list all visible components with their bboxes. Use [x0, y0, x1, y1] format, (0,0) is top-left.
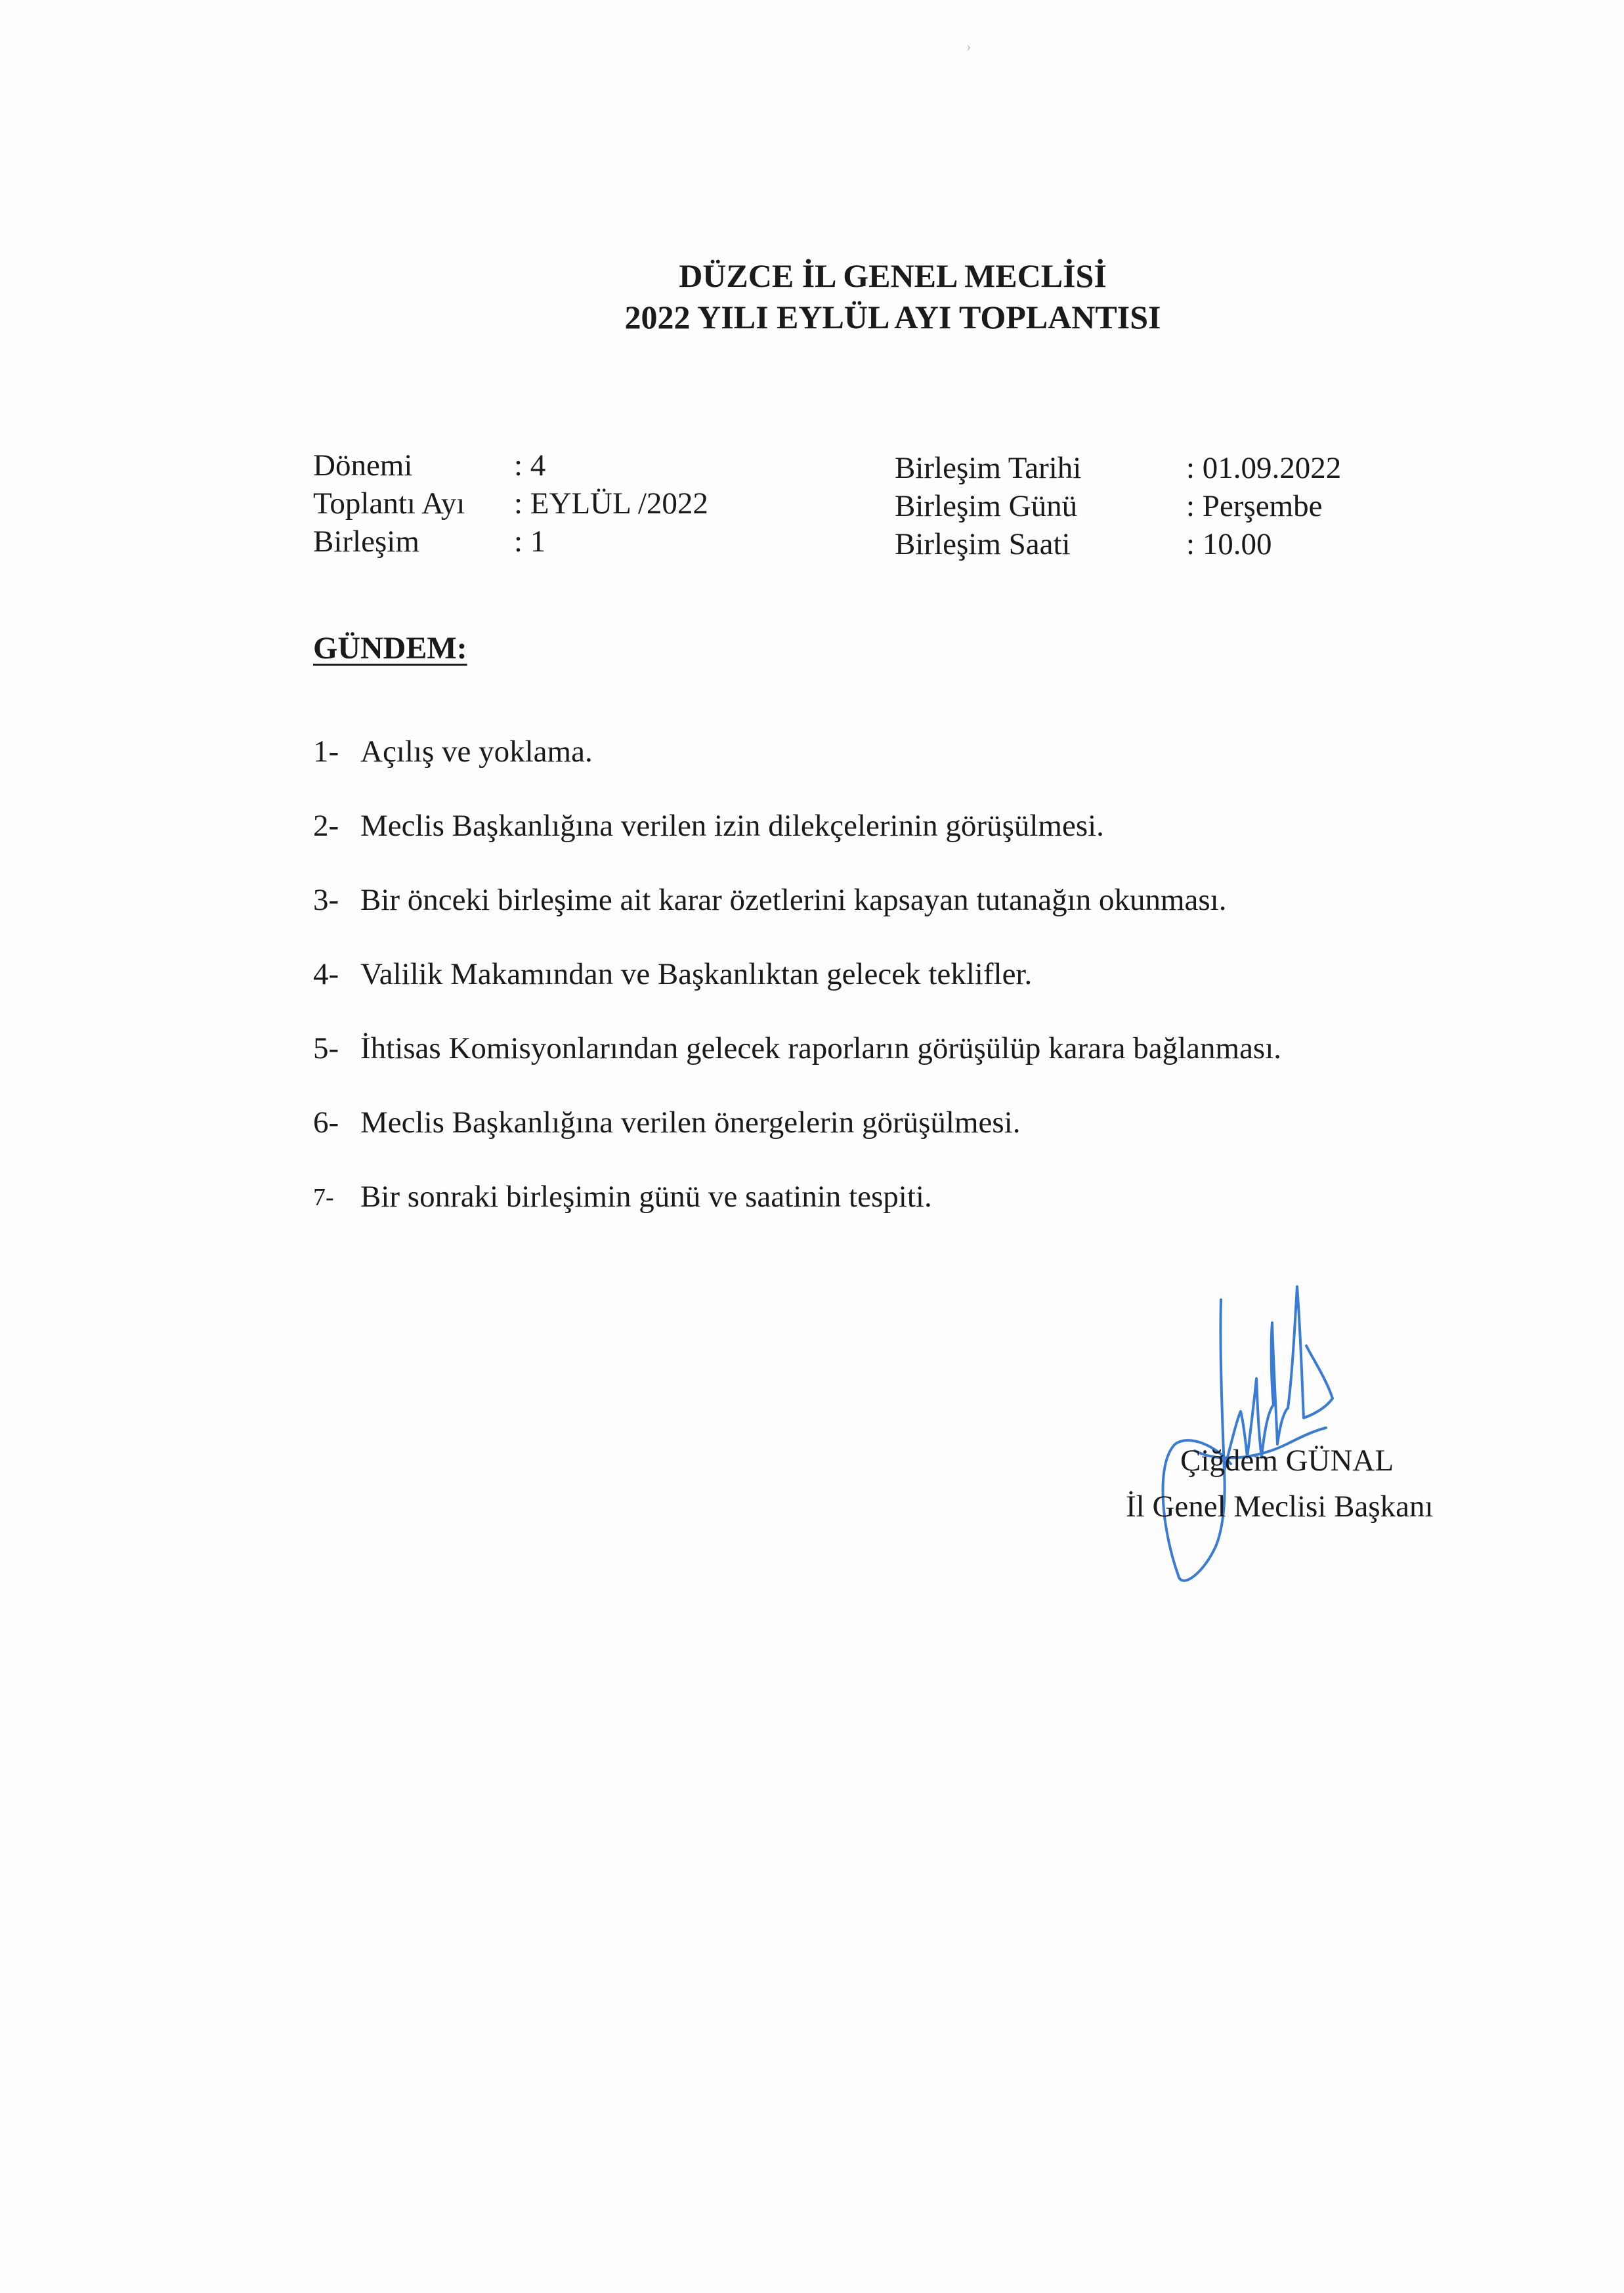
- agenda-item-text: Meclis Başkanlığına verilen önergelerin görüşülmesi.: [360, 1105, 1021, 1140]
- document-subtitle: 2022 YILI EYLÜL AYI TOPLANTISI: [624, 299, 1161, 335]
- info-value-birlesim: : 1: [514, 525, 546, 559]
- info-value-donemi: : 4: [514, 448, 546, 482]
- info-value-birlesim-saati: : 10.00: [1186, 527, 1272, 561]
- agenda-item-text: Valilik Makamından ve Başkanlıktan gelecek teklifler.: [360, 957, 1033, 991]
- agenda-item-number: 2-: [313, 809, 339, 843]
- agenda-item-number: 6-: [313, 1105, 339, 1140]
- signatory-name: Çiğdem GÜNAL: [1180, 1444, 1394, 1478]
- info-label-birlesim-gunu: Birleşim Günü: [895, 489, 1078, 523]
- info-label-birlesim-tarihi: Birleşim Tarihi: [895, 451, 1082, 485]
- agenda-item-number: 1-: [313, 735, 339, 769]
- agenda-item-number: 7-: [313, 1184, 334, 1211]
- document-title: DÜZCE İL GENEL MECLİSİ: [679, 257, 1107, 294]
- info-label-birlesim: Birleşim: [313, 525, 419, 559]
- scan-mark: ›: [966, 38, 972, 54]
- info-label-birlesim-saati: Birleşim Saati: [895, 527, 1071, 561]
- handwritten-signature: [1116, 1247, 1510, 1615]
- agenda-item-text: Meclis Başkanlığına verilen izin dilekçelerinin görüşülmesi.: [360, 809, 1104, 843]
- info-value-birlesim-gunu: : Perşembe: [1186, 489, 1323, 523]
- agenda-item-number: 3-: [313, 883, 339, 917]
- info-label-toplanti-ayi: Toplantı Ayı: [313, 486, 465, 521]
- info-value-toplanti-ayi: : EYLÜL /2022: [514, 486, 708, 521]
- info-label-donemi: Dönemi: [313, 448, 413, 482]
- agenda-item-text: İhtisas Komisyonlarından gelecek raporların görüşülüp karara bağlanması.: [360, 1031, 1282, 1065]
- agenda-item-text: Bir sonraki birleşimin günü ve saatinin tespiti.: [360, 1180, 932, 1214]
- agenda-item-text: Açılış ve yoklama.: [360, 735, 593, 769]
- agenda-item-number: 4-: [313, 957, 339, 991]
- agenda-item-number: 5-: [313, 1031, 339, 1065]
- info-value-birlesim-tarihi: : 01.09.2022: [1186, 451, 1342, 485]
- signatory-title: İl Genel Meclisi Başkanı: [1126, 1489, 1434, 1524]
- agenda-title: GÜNDEM:: [313, 631, 467, 666]
- agenda-item-text: Bir önceki birleşime ait karar özetlerini kapsayan tutanağın okunması.: [360, 883, 1227, 917]
